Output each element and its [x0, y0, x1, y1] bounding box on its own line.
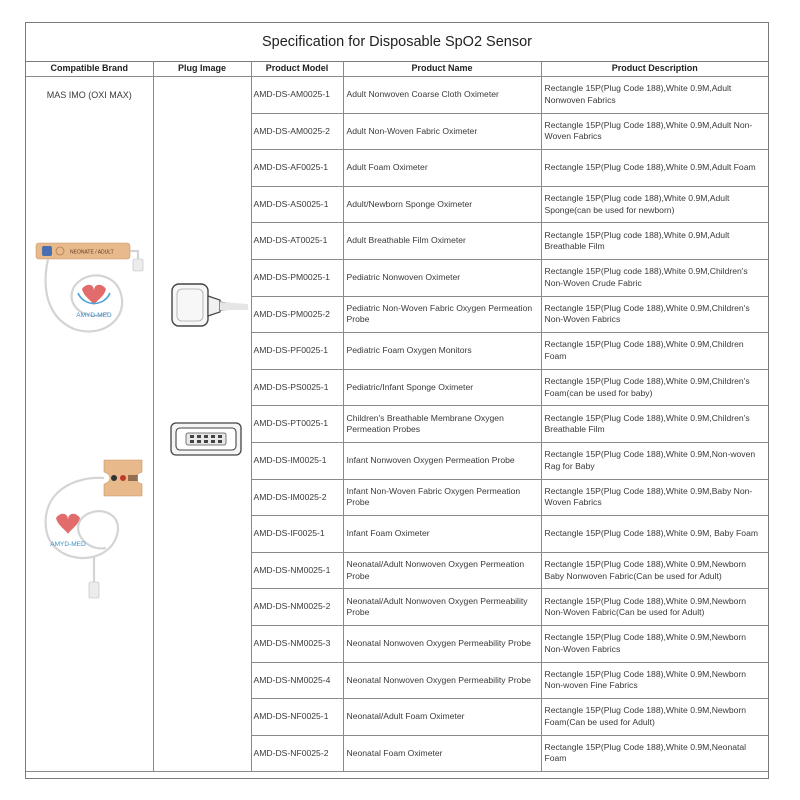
product-description-cell: Rectangle 15P(Plug Code 188),White 0.9M,Adult Foam — [541, 150, 768, 187]
plug-side-view — [170, 282, 250, 332]
product-model-cell: AMD-DS-NM0025-3 — [251, 625, 343, 662]
product-name-cell: Neonatal/Adult Nonwoven Oxygen Permeability Probe — [343, 589, 541, 626]
product-description-cell: Rectangle 15P(Plug code 188),White 0.9M,Adult Sponge(can be used for newborn) — [541, 186, 768, 223]
product-name-cell: Pediatric Foam Oxygen Monitors — [343, 333, 541, 370]
product-description-cell: Rectangle 15P(Plug Code 188),White 0.9M,Newborn Non-Woven Fabric(Can be used for Adult) — [541, 589, 768, 626]
sensor-photo-adult — [34, 237, 146, 347]
spec-table-body — [26, 77, 768, 772]
spec-table — [26, 61, 768, 772]
product-model-cell: AMD-DS-IM0025-2 — [251, 479, 343, 516]
sensor-photo-neonatal — [34, 452, 146, 607]
plug-front-view — [170, 422, 242, 456]
product-name-cell: Pediatric Nonwoven Oximeter — [343, 259, 541, 296]
product-model-cell: AMD-DS-PM0025-2 — [251, 296, 343, 333]
product-description-cell: Rectangle 15P(Plug Code 188),White 0.9M,Neonatal Foam — [541, 735, 768, 772]
header-compatible-brand: Compatible Brand — [26, 61, 153, 77]
product-name-cell: Neonatal/Adult Nonwoven Oxygen Permeation Probe — [343, 552, 541, 589]
logo-text-2: AMYD-MED — [50, 541, 86, 548]
header-plug-image: Plug Image — [153, 61, 251, 77]
sensor-strip-label: NEONATE / ADULT — [70, 249, 114, 256]
product-description-cell: Rectangle 15P(Plug Code 188),White 0.9M, Baby Foam — [541, 516, 768, 553]
product-name-cell: Adult Foam Oximeter — [343, 150, 541, 187]
page-title: Specification for Disposable SpO2 Sensor — [26, 23, 768, 62]
product-description-cell: Rectangle 15P(Plug Code 188),White 0.9M,Non-woven Rag for Baby — [541, 442, 768, 479]
product-description-cell: Rectangle 15P(Plug code 188),White 0.9M,Adult Breathable Film — [541, 223, 768, 260]
product-model-cell: AMD-DS-IM0025-1 — [251, 442, 343, 479]
compatible-brand-cell — [26, 77, 153, 772]
product-model-cell: AMD-DS-PT0025-1 — [251, 406, 343, 443]
product-description-cell: Rectangle 15P(Plug Code 188),White 0.9M,Children's Foam(can be used for baby) — [541, 369, 768, 406]
product-name-cell: Infant Nonwoven Oxygen Permeation Probe — [343, 442, 541, 479]
product-name-cell: Infant Non-Woven Fabric Oxygen Permeation Probe — [343, 479, 541, 516]
product-name-cell: Adult Non-Woven Fabric Oximeter — [343, 113, 541, 150]
product-description-cell: Rectangle 15P(Plug Code 188),White 0.9M,Newborn Non-Woven Fabrics — [541, 625, 768, 662]
product-name-cell: Pediatric Non-Woven Fabric Oxygen Permeation Probe — [343, 296, 541, 333]
product-name-cell: Pediatric/Infant Sponge Oximeter — [343, 369, 541, 406]
logo-text: AMYD-MED — [76, 312, 112, 319]
product-model-cell: AMD-DS-AS0025-1 — [251, 186, 343, 223]
spec-sheet — [25, 22, 769, 779]
product-description-cell: Rectangle 15P(Plug Code 188),White 0.9M,Adult Non-Woven Fabrics — [541, 113, 768, 150]
product-name-cell: Adult Breathable Film Oximeter — [343, 223, 541, 260]
product-model-cell: AMD-DS-IF0025-1 — [251, 516, 343, 553]
product-description-cell: Rectangle 15P(Plug Code 188),White 0.9M,Baby Non-Woven Fabrics — [541, 479, 768, 516]
compatible-brand-text: MAS IMO (OXI MAX) — [46, 90, 132, 100]
product-model-cell: AMD-DS-AM0025-2 — [251, 113, 343, 150]
product-description-cell: Rectangle 15P(Plug Code 188),White 0.9M,Children Foam — [541, 333, 768, 370]
product-model-cell: AMD-DS-NM0025-2 — [251, 589, 343, 626]
product-description-cell: Rectangle 15P(Plug Code 188),White 0.9M,Children's Breathable Film — [541, 406, 768, 443]
product-name-cell: Adult Nonwoven Coarse Cloth Oximeter — [343, 77, 541, 114]
amyd-med-logo — [76, 285, 112, 319]
product-name-cell: Neonatal Nonwoven Oxygen Permeability Probe — [343, 662, 541, 699]
product-name-cell: Adult/Newborn Sponge Oximeter — [343, 186, 541, 223]
product-model-cell: AMD-DS-NM0025-1 — [251, 552, 343, 589]
product-model-cell: AMD-DS-PF0025-1 — [251, 333, 343, 370]
product-model-cell: AMD-DS-PS0025-1 — [251, 369, 343, 406]
product-name-cell: Neonatal Nonwoven Oxygen Permeability Probe — [343, 625, 541, 662]
product-description-cell: Rectangle 15P(Plug Code 188),White 0.9M,Newborn Non-woven Fine Fabrics — [541, 662, 768, 699]
table-row — [26, 77, 768, 114]
product-model-cell: AMD-DS-NF0025-2 — [251, 735, 343, 772]
product-description-cell: Rectangle 15P(Plug Code 188),White 0.9M,Newborn Foam(Can be used for Adult) — [541, 699, 768, 736]
product-description-cell: Rectangle 15P(Plug Code 188),White 0.9M,Children's Non-Woven Fabrics — [541, 296, 768, 333]
product-description-cell: Rectangle 15P(Plug Code 188),White 0.9M,Adult Nonwoven Fabrics — [541, 77, 768, 114]
product-model-cell: AMD-DS-PM0025-1 — [251, 259, 343, 296]
product-name-cell: Neonatal/Adult Foam Oximeter — [343, 699, 541, 736]
header-product-name: Product Name — [343, 61, 541, 77]
product-model-cell: AMD-DS-AT0025-1 — [251, 223, 343, 260]
product-model-cell: AMD-DS-NF0025-1 — [251, 699, 343, 736]
plug-image-cell — [153, 77, 251, 772]
product-model-cell: AMD-DS-AF0025-1 — [251, 150, 343, 187]
header-product-model: Product Model — [251, 61, 343, 77]
header-product-description: Product Description — [541, 61, 768, 77]
product-description-cell: Rectangle 15P(Plug code 188),White 0.9M,Children's Non-Woven Crude Fabric — [541, 259, 768, 296]
product-name-cell: Infant Foam Oximeter — [343, 516, 541, 553]
product-name-cell: Children's Breathable Membrane Oxygen Permeation Probes — [343, 406, 541, 443]
sensor-window — [42, 246, 52, 256]
product-model-cell: AMD-DS-NM0025-4 — [251, 662, 343, 699]
product-name-cell: Neonatal Foam Oximeter — [343, 735, 541, 772]
product-description-cell: Rectangle 15P(Plug Code 188),White 0.9M,Newborn Baby Nonwoven Fabric(Can be used for Adult) — [541, 552, 768, 589]
header-row — [26, 61, 768, 77]
product-model-cell: AMD-DS-AM0025-1 — [251, 77, 343, 114]
